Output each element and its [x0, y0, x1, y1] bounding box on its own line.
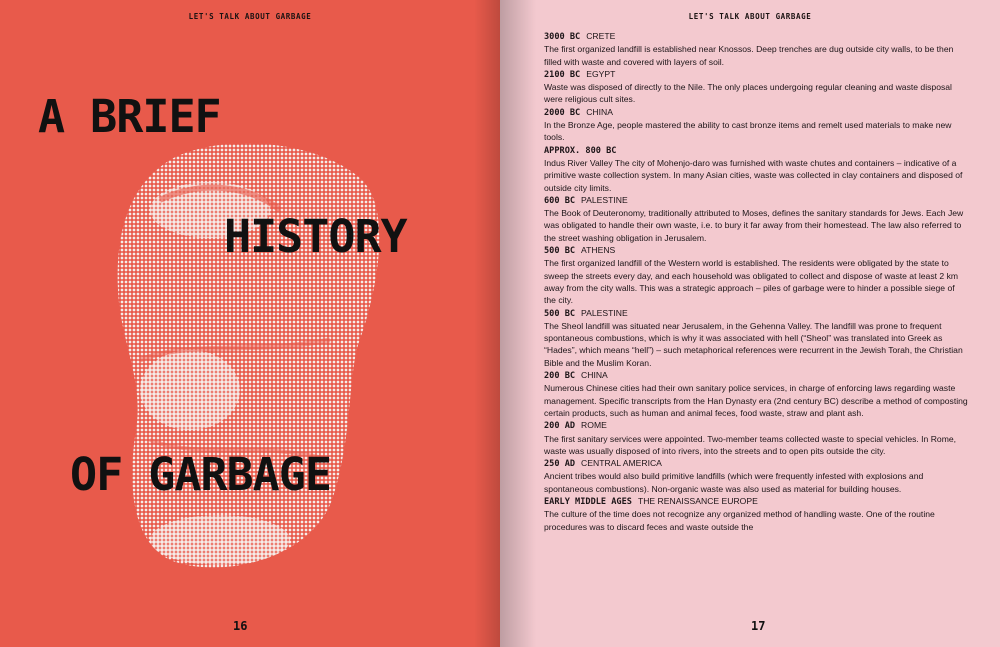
- entry-text: Waste was disposed of directly to the Nile. The only places undergoing regular cleaning and waste disposal were religious cult sites.: [544, 82, 952, 105]
- entry-text: The Sheol landfill was situated near Jerusalem, in the Gehenna Valley. The landfill was prone to frequent spontaneous combustions, which is why it was associated with hell (“Sheol” was translated into Greek as “Hades”, which means “hell”) – such metaphorical references were recurrent in the Jewish Torah, the Christian Bible and the Muslim Koran.: [544, 320, 963, 368]
- timeline-entry: [544, 68, 968, 106]
- page-number-right: 17: [751, 619, 766, 633]
- entry-date: APPROX. 800 BC: [544, 145, 617, 156]
- right-page: [500, 0, 1000, 647]
- entry-place: ATHENS: [581, 245, 616, 256]
- entry-place: CENTRAL AMERICA: [581, 458, 662, 469]
- timeline-entry: [544, 194, 968, 244]
- timeline-entry: [544, 369, 968, 419]
- entry-date: 500 BC: [544, 246, 576, 257]
- history-timeline: [544, 30, 968, 533]
- entry-text: Numerous Chinese cities had their own sanitary police services, in charge of enforcing laws regarding waste management. Specific transcripts from the Han Dynasty era (2nd century BC) describe a method of composting certain products, such as human and animal feces, food waste, straw and plant ash.: [544, 383, 968, 418]
- entry-place: ROME: [581, 420, 607, 431]
- timeline-entry: [544, 144, 968, 194]
- running-head-left: LET'S TALK ABOUT GARBAGE: [188, 12, 312, 21]
- entry-date: 500 BC: [544, 308, 576, 319]
- title-line-1: A BRIEF: [38, 90, 221, 143]
- running-head-right: LET'S TALK ABOUT GARBAGE: [688, 12, 812, 21]
- entry-place: EGYPT: [586, 68, 616, 79]
- entry-place: PALESTINE: [581, 307, 628, 318]
- timeline-entry: [544, 30, 968, 68]
- entry-text: Indus River Valley The city of Mohenjo-daro was furnished with waste chutes and containers – indicative of a primitive waste collection system. In many Asian cities, waste was collected in clay containers and disposed of outside city limits.: [544, 157, 963, 193]
- entry-date: EARLY MIDDLE AGES: [544, 496, 632, 507]
- entry-date: 3000 BC: [544, 32, 581, 42]
- entry-date: 2000 BC: [544, 107, 581, 118]
- entry-text: The first organized landfill of the Western world is established. The residents were obligated by the state to sweep the streets every day, and each household was obligated to collect and dispose of waste at least 2 km away from the city walls. This was a strategic approach – piles of garbage were to hinder a possible siege of the city.: [544, 258, 959, 306]
- entry-text: The Book of Deuteronomy, traditionally attributed to Moses, defines the sanitary standards for Jews. Each Jew was obligated to handle their own waste, i.e. to bury it far away from their homestead. The law also referred to the street washing obligation in Jerusalem.: [544, 208, 964, 243]
- halftone-trash-bag-image: [100, 140, 400, 580]
- entry-text: Ancient tribes would also build primitive landfills (which were frequently infested with explosions and spontaneous combustions). Non-organic waste was also used as material for building houses.: [544, 471, 924, 494]
- timeline-entry: [544, 495, 968, 533]
- entry-date: 200 BC: [544, 371, 576, 382]
- entry-date: 200 AD: [544, 421, 576, 432]
- entry-place: CHINA: [581, 370, 608, 381]
- entry-place: THE RENAISSANCE EUROPE: [637, 495, 758, 506]
- entry-place: PALESTINE: [581, 194, 628, 205]
- entry-text: The first sanitary services were appointed. Two-member teams collected waste to special vehicles. In Rome, waste was usually disposed of into rivers, into the streets and to open pits outside the city.: [544, 433, 957, 456]
- entry-text: The first organized landfill is established near Knossos. Deep trenches are dug outside city walls, to be then filled with waste and covered with layers of soil.: [544, 44, 954, 67]
- timeline-entry: [544, 106, 968, 144]
- page-number-left: 16: [233, 619, 248, 633]
- entry-date: 600 BC: [544, 195, 576, 206]
- timeline-entry: [544, 307, 968, 369]
- entry-date: 250 AD: [544, 459, 576, 470]
- entry-text: The culture of the time does not recognize any organized method of handling waste. One of the routine procedures was to discard feces and waste outside the: [544, 509, 935, 532]
- entry-place: CHINA: [586, 106, 613, 117]
- entry-date: 2100 BC: [544, 69, 581, 80]
- entry-text: In the Bronze Age, people mastered the ability to cast bronze items and remelt used materials to make new tools.: [544, 120, 952, 143]
- title-line-3: OF GARBAGE: [70, 448, 331, 501]
- title-line-2: HISTORY: [224, 210, 407, 263]
- timeline-entry: [544, 244, 968, 306]
- timeline-entry: [544, 457, 968, 495]
- timeline-entry: [544, 419, 968, 457]
- entry-place: CRETE: [586, 31, 616, 41]
